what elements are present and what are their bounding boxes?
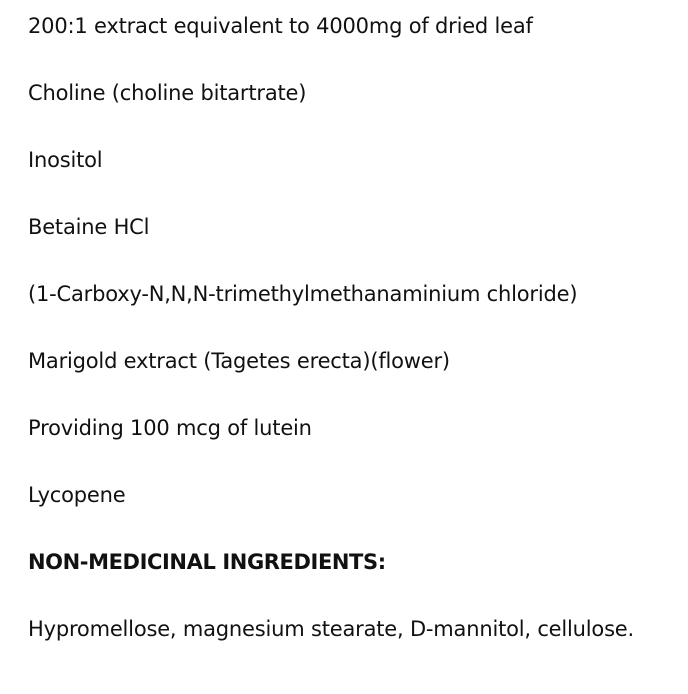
ingredient-line-lutein: Providing 100 mcg of lutein [28, 416, 312, 440]
ingredient-line-inositol: Inositol [28, 148, 103, 172]
ingredient-line-extract-equivalent: 200:1 extract equivalent to 4000mg of dried leaf [28, 14, 533, 38]
ingredient-list [28, 14, 668, 684]
non-medicinal-ingredients: Hypromellose, magnesium stearate, D-mannitol, cellulose. [28, 617, 635, 641]
non-medicinal-heading: NON-MEDICINAL INGREDIENTS: [28, 550, 386, 574]
ingredient-line-betaine-chemical-name: (1-Carboxy-N,N,N-trimethylmethanaminium chloride) [28, 282, 578, 306]
ingredient-line-marigold: Marigold extract (Tagetes erecta)(flower) [28, 349, 450, 373]
ingredient-line-choline: Choline (choline bitartrate) [28, 81, 307, 105]
ingredient-line-betaine: Betaine HCl [28, 215, 150, 239]
ingredient-line-lycopene: Lycopene [28, 483, 126, 507]
